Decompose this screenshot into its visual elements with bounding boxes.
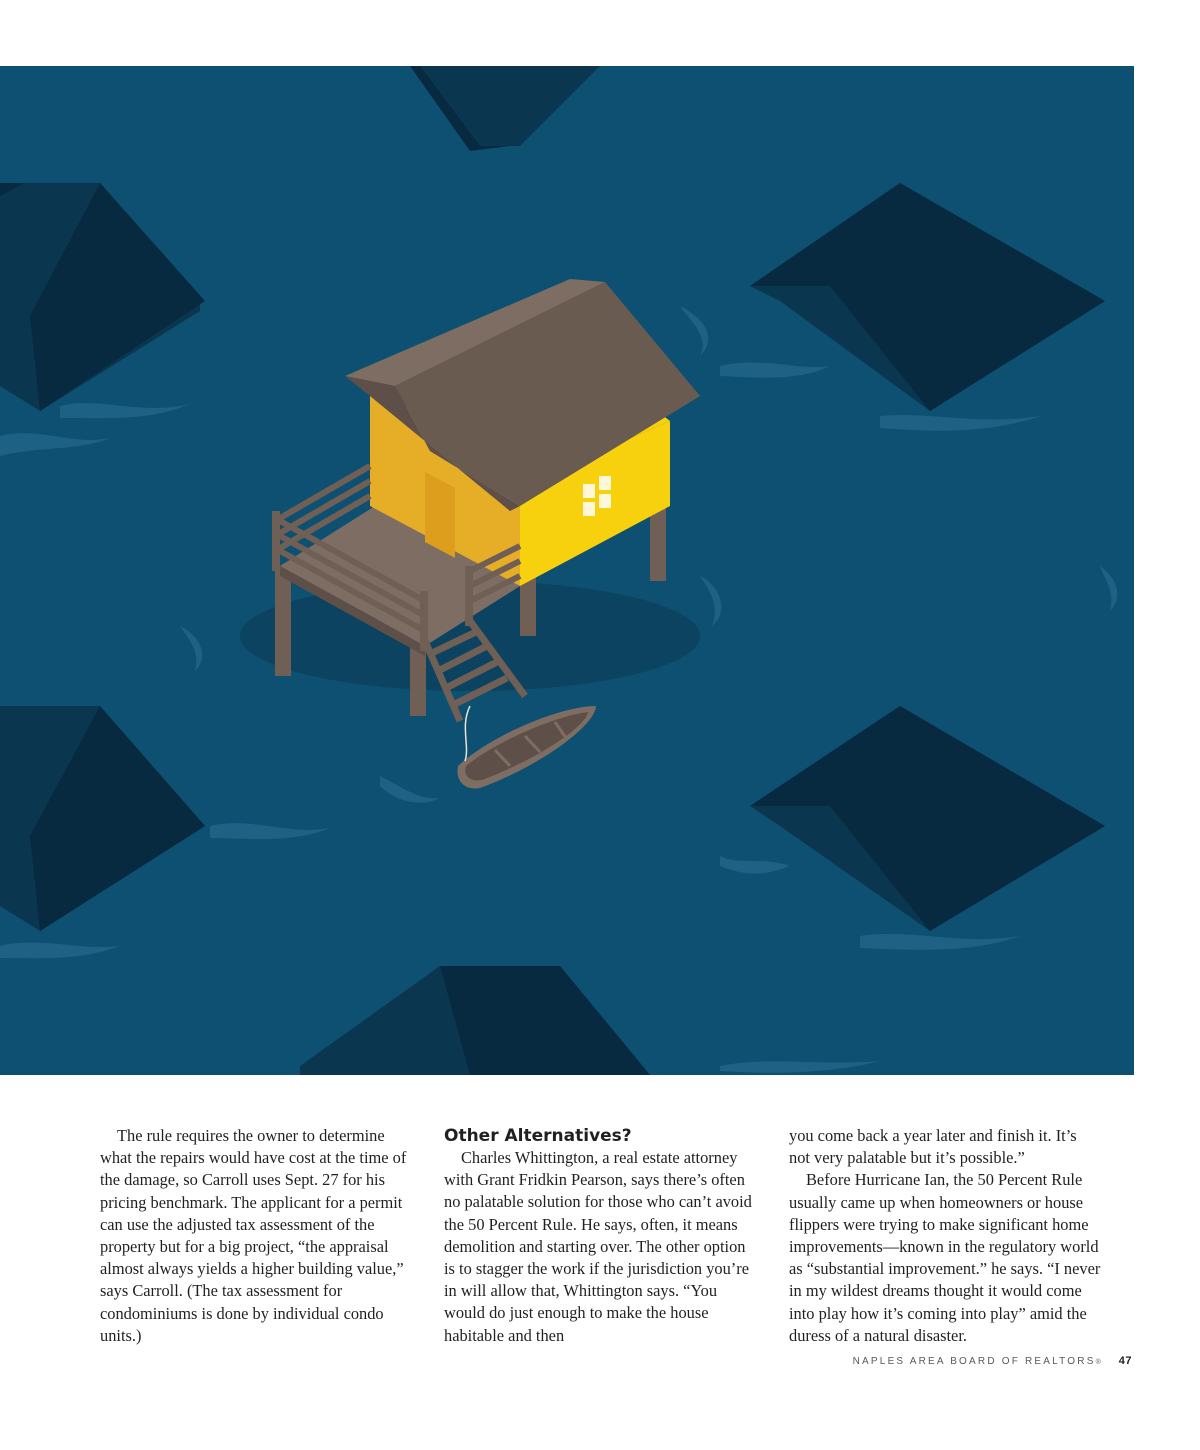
paragraph: you come back a year later and finish it. It’s not very palatable but it’s possible.” <box>789 1126 1077 1168</box>
article-column-2 <box>444 1125 756 1347</box>
paragraph: The rule requires the owner to determine what the repairs would have cost at the time of the damage, so Carroll uses Sept. 27 for his pricing benchmark. The applicant for a permit can use the adjusted tax assessment of the property but for a big project, “the appraisal almost always yields a higher building value,” says Carroll. (The tax assessment for condominiums is done by individual condo units.) <box>100 1126 407 1345</box>
publication-name: NAPLES AREA BOARD OF REALTORS <box>852 1356 1096 1367</box>
paragraph: Charles Whittington, a real estate attorney with Grant Fridkin Pearson, says there’s often no palatable solution for those who can’t avoid the 50 Percent Rule. He says, often, it means demolition and starting over. The other option is to stagger the work if the jurisdiction you’re in will allow that, Whittington says. “You would do just enough to make the house habitable and then <box>444 1148 752 1345</box>
page-footer <box>853 1355 1132 1367</box>
article-column-1 <box>100 1125 412 1347</box>
registered-mark: ® <box>1095 1359 1101 1366</box>
page-number: 47 <box>1118 1355 1132 1367</box>
section-heading: Other Alternatives? <box>444 1126 632 1146</box>
flood-illustration <box>0 66 1134 1075</box>
article-column-3 <box>789 1125 1101 1347</box>
paragraph: Before Hurricane Ian, the 50 Percent Rule usually came up when homeowners or house flippers were trying to make significant home improvements—known in the regulatory world as “substantial improvement.” he says. “I never in my wildest dreams thought it would come into play how it’s coming into play” amid the duress of a natural disaster. <box>789 1170 1101 1345</box>
water-background <box>0 66 1134 1075</box>
